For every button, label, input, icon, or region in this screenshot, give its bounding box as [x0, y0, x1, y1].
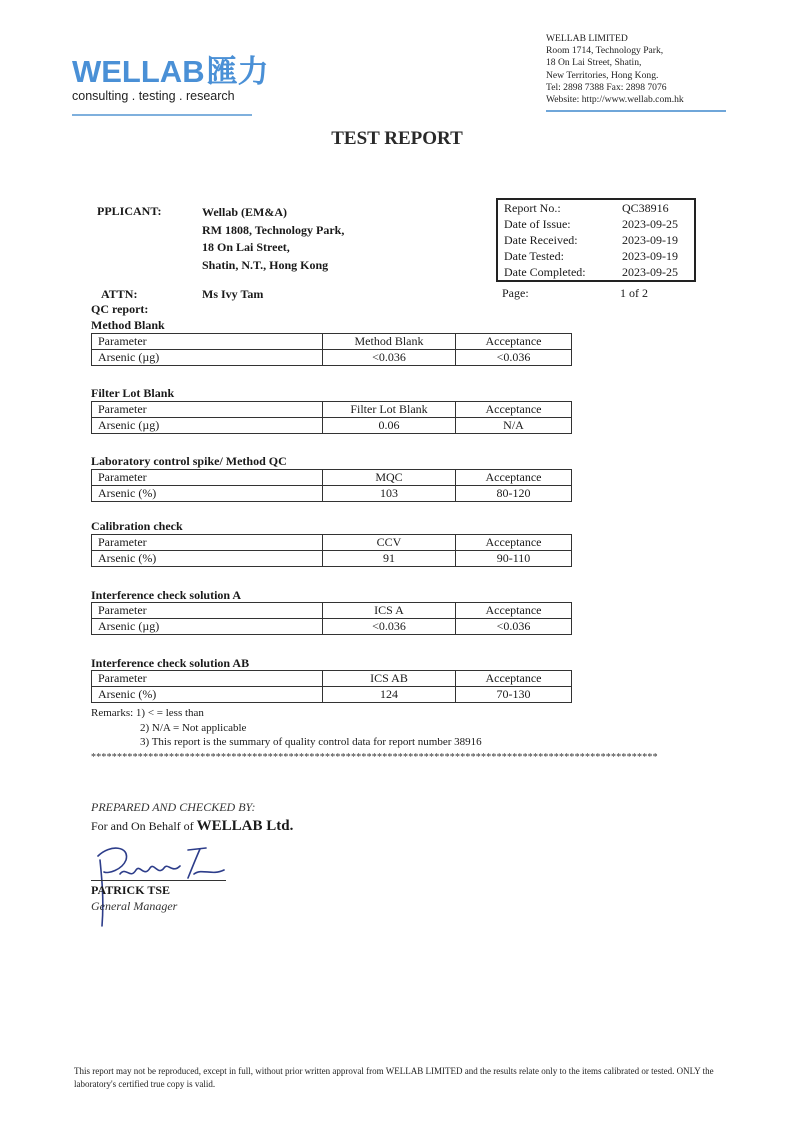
header-cell: MQC [323, 470, 456, 486]
info-value: 2023-09-25 [622, 217, 678, 231]
behalf-company: WELLAB Ltd. [196, 818, 294, 834]
info-label: Report No.: [504, 201, 561, 215]
remark-2: 2) N/A = Not applicable [140, 721, 247, 734]
header-cell: Parameter [92, 603, 323, 619]
report-info-box [496, 198, 696, 282]
info-value: 2023-09-25 [622, 265, 678, 279]
result-cell: 0.06 [323, 418, 456, 434]
header-cell: ICS A [323, 603, 456, 619]
company-address-line: Room 1714, Technology Park, [546, 45, 664, 57]
company-name: WELLAB LIMITED [546, 33, 628, 44]
header-cell: Parameter [92, 402, 323, 418]
parameter-cell: Arsenic (µg) [92, 418, 323, 434]
section-title-method-blank: Method Blank [91, 318, 165, 332]
table-ics-a [91, 602, 572, 635]
qc-report-label: QC report: [91, 302, 149, 316]
info-value: QC38916 [622, 201, 669, 215]
separator-line: ************************************************************************************************************* [91, 752, 658, 763]
table-row [92, 486, 572, 502]
result-cell: <0.036 [323, 619, 456, 635]
company-website: Website: http://www.wellab.com.hk [546, 94, 684, 106]
info-label: Date of Issue: [504, 217, 571, 231]
table-filter-lot-blank [91, 401, 572, 434]
page-title: TEST REPORT [331, 128, 463, 149]
header-divider-left [72, 114, 252, 116]
parameter-cell: Arsenic (%) [92, 486, 323, 502]
info-label: Date Tested: [504, 249, 564, 263]
header-cell: Parameter [92, 334, 323, 350]
header-cell: Acceptance [456, 603, 572, 619]
parameter-cell: Arsenic (µg) [92, 350, 323, 366]
remark-1: Remarks: 1) < = less than [91, 707, 204, 719]
info-row-date-completed [498, 264, 694, 280]
header-cell: Acceptance [456, 671, 572, 687]
table-row [92, 687, 572, 703]
table-header-row [92, 535, 572, 551]
parameter-cell: Arsenic (%) [92, 687, 323, 703]
section-title-ics-ab: Interference check solution AB [91, 656, 250, 670]
company-address [546, 33, 684, 106]
table-row [92, 551, 572, 567]
signatory-title: General Manager [91, 899, 178, 913]
applicant-address-line: Shatin, N.T., Hong Kong [202, 257, 329, 272]
page-indicator [502, 286, 648, 301]
parameter-cell: Arsenic (µg) [92, 619, 323, 635]
table-method-blank [91, 333, 572, 366]
acceptance-cell: <0.036 [456, 350, 572, 366]
logo-wordmark [72, 56, 269, 88]
signature-line [91, 880, 226, 881]
header-cell: Parameter [92, 535, 323, 551]
logo-text: WELLAB [72, 54, 205, 89]
page-value: 1 of 2 [620, 286, 648, 300]
table-header-row [92, 334, 572, 350]
table-method-qc [91, 469, 572, 502]
info-row-date-tested [498, 248, 694, 264]
footer-disclaimer: This report may not be reproduced, except in full, without prior written approval from WELLAB LIMITED and the results relate only to the items calibrated or tested. ONLY the laboratory's certified true copy is valid. [74, 1066, 714, 1089]
applicant-label: PPLICANT: [97, 204, 162, 218]
table-row [92, 418, 572, 434]
applicant-address-line: 18 On Lai Street, [202, 240, 290, 255]
result-cell: 103 [323, 486, 456, 502]
section-title-ics-a: Interference check solution A [91, 588, 242, 602]
remarks [91, 706, 482, 750]
applicant-address [202, 204, 344, 274]
table-calibration-check [91, 534, 572, 567]
behalf-prefix: For and On Behalf of [91, 819, 197, 833]
header-cell: Acceptance [456, 470, 572, 486]
company-logo [72, 56, 269, 104]
table-row [92, 350, 572, 366]
info-value: 2023-09-19 [622, 249, 678, 263]
prepared-by-label: PREPARED AND CHECKED BY: [91, 800, 256, 814]
page-label: Page: [502, 286, 529, 300]
header-cell: Parameter [92, 671, 323, 687]
signatory-name: PATRICK TSE [91, 883, 171, 897]
info-value: 2023-09-19 [622, 233, 678, 247]
applicant-name: Wellab (EM&A) [202, 205, 287, 219]
result-cell: 124 [323, 687, 456, 703]
logo-tagline: consulting . testing . research [72, 89, 235, 103]
parameter-cell: Arsenic (%) [92, 551, 323, 567]
info-label: Date Received: [504, 233, 578, 247]
table-header-row [92, 603, 572, 619]
header-cell: Method Blank [323, 334, 456, 350]
logo-cjk: 匯力 [206, 54, 269, 89]
section-title-filter-lot-blank: Filter Lot Blank [91, 386, 175, 400]
result-cell: <0.036 [323, 350, 456, 366]
remark-3: 3) This report is the summary of quality control data for report number 38916 [140, 736, 482, 748]
section-title-method-qc: Laboratory control spike/ Method QC [91, 454, 287, 468]
attn-label: ATTN: [101, 287, 138, 301]
section-title-calibration-check: Calibration check [91, 519, 183, 533]
on-behalf-of [91, 818, 293, 835]
header-divider-right [546, 110, 726, 112]
header-cell: Filter Lot Blank [323, 402, 456, 418]
header-cell: Acceptance [456, 402, 572, 418]
acceptance-cell: N/A [456, 418, 572, 434]
acceptance-cell: 90-110 [456, 551, 572, 567]
info-row-date-received [498, 232, 694, 248]
company-address-line: New Territories, Hong Kong. [546, 69, 659, 81]
table-ics-ab [91, 670, 572, 703]
table-row [92, 619, 572, 635]
attn-value: Ms Ivy Tam [202, 287, 264, 301]
acceptance-cell: <0.036 [456, 619, 572, 635]
applicant-address-line: RM 1808, Technology Park, [202, 222, 345, 237]
info-label: Date Completed: [504, 265, 586, 279]
info-row-date-issue [498, 216, 694, 232]
header-cell: ICS AB [323, 671, 456, 687]
company-address-line: 18 On Lai Street, Shatin, [546, 57, 642, 69]
header-cell: CCV [323, 535, 456, 551]
company-phone-fax: Tel: 2898 7388 Fax: 2898 7076 [546, 81, 667, 93]
result-cell: 91 [323, 551, 456, 567]
header-cell: Acceptance [456, 535, 572, 551]
info-row-report-no [498, 200, 694, 216]
table-header-row [92, 402, 572, 418]
header-cell: Acceptance [456, 334, 572, 350]
header-cell: Parameter [92, 470, 323, 486]
acceptance-cell: 70-130 [456, 687, 572, 703]
table-header-row [92, 470, 572, 486]
table-header-row [92, 671, 572, 687]
acceptance-cell: 80-120 [456, 486, 572, 502]
